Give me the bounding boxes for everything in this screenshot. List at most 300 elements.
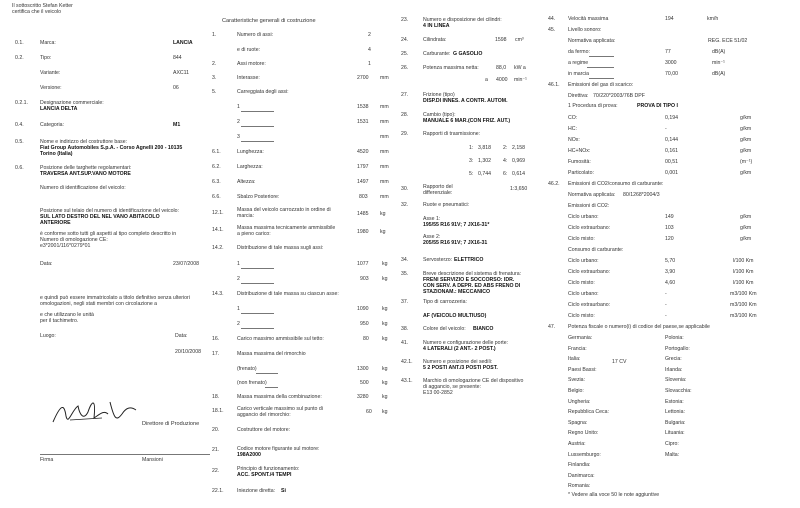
conformity-text: è conforme sotto tutti gli aspetti al tipo completo descritto in xyxy=(40,231,177,237)
field-value: 60 xyxy=(366,409,372,415)
field-label: Tipo di carrozzeria: xyxy=(423,299,467,305)
country-label: Lussemburgo: xyxy=(568,451,601,458)
country-label: Svezia: xyxy=(568,377,586,384)
field-label: Costruttore del motore: xyxy=(237,427,291,433)
field-label: Velocità massima xyxy=(568,16,609,22)
differential-value: 1:3,650 xyxy=(510,186,528,192)
field-label: Servosterzo: xyxy=(423,257,453,263)
field-num: 38. xyxy=(401,326,409,332)
country-label: Lettonia: xyxy=(665,409,685,416)
field-label: Categoria: xyxy=(40,122,64,128)
field-label: di aggancio, se presente: xyxy=(423,384,481,390)
field-value: 1531 xyxy=(357,119,369,125)
country-label: Grecia: xyxy=(665,356,682,363)
consumption-label: Ciclo urbano: xyxy=(568,258,599,264)
co2-label: Ciclo urbano: xyxy=(568,214,599,220)
field-label: Massa massima tecnicamente ammissibile xyxy=(237,225,336,231)
header-line-1: Il sottoscritto Stefan Ketter xyxy=(12,3,73,9)
date-value-2: 20/10/2008 xyxy=(175,349,201,355)
field-label: Tipo: xyxy=(40,55,52,61)
field-label: Altezza: xyxy=(237,179,256,185)
cert-text: e che utilizzano le unità xyxy=(40,312,94,318)
fuel-value: G GASOLIO xyxy=(453,51,483,57)
field-value: 1797 xyxy=(357,164,369,170)
gear-ratio: 0,969 xyxy=(512,158,525,164)
field-value: 4520 xyxy=(357,149,369,155)
field-value: 77 xyxy=(665,49,671,55)
field-num: 0.6. xyxy=(15,165,24,171)
field-label: Emissioni di CO2: xyxy=(568,203,610,209)
country-label: Repubblica Ceca: xyxy=(568,409,609,416)
emission-unit: g/km xyxy=(740,115,752,121)
field-label: Variante: xyxy=(40,70,61,76)
field-unit: kg xyxy=(382,380,388,386)
field-label: Massa massima della combinazione: xyxy=(237,394,322,400)
cert-text: per il tachimetro. xyxy=(40,318,79,324)
emission-value: 0,194 xyxy=(665,115,678,121)
gear-ratio: 0,614 xyxy=(512,171,525,177)
field-num: 18.1. xyxy=(212,408,224,414)
field-unit: cm³ xyxy=(515,37,524,43)
emission-unit: (m⁻¹) xyxy=(740,159,753,165)
gearbox-value: MANUALE 6 MAR.(CON FRIZ. AUT.) xyxy=(423,118,511,124)
gear-ratio: 1,302 xyxy=(478,158,491,164)
field-label: Carreggiata degli assi: xyxy=(237,89,289,95)
dotted-line xyxy=(241,141,274,142)
field-unit: mm xyxy=(380,134,389,140)
field-label: Luogo: xyxy=(40,333,56,339)
gear-ratio: 2,158 xyxy=(512,145,525,151)
footnote: * Vedere alla voce 50 le note aggiuntive xyxy=(568,492,660,498)
body-type-value: AF (VEICOLO MULTIUSO) xyxy=(423,313,487,319)
country-label: Francia: xyxy=(568,345,587,352)
field-num: 35. xyxy=(401,271,409,277)
field-label: Marchio di omologazione CE del dispositivo xyxy=(423,378,524,384)
field-value: 1980 xyxy=(357,229,369,235)
gear-ratio: 3,818 xyxy=(478,145,491,151)
field-value: 70,00 xyxy=(665,71,678,77)
emission-label: CO: xyxy=(568,115,578,121)
consumption-value: - xyxy=(665,302,667,308)
brakes-value: FRENI SERVIZIO E SOCCORSO: IDR. xyxy=(423,277,515,283)
field-value: 1090 xyxy=(357,306,369,312)
field-num: 12.1. xyxy=(212,210,224,216)
field-num: 21. xyxy=(212,447,220,453)
field-value: 3000 xyxy=(665,60,677,66)
field-label: Data: xyxy=(40,261,53,267)
field-value: 1538 xyxy=(357,104,369,110)
field-num: 14.3. xyxy=(212,291,224,297)
axle-label: 3 xyxy=(237,134,240,140)
field-label: differenziale: xyxy=(423,190,453,196)
country-label: Irlanda: xyxy=(665,366,683,373)
country-label: Ungheria: xyxy=(568,398,591,405)
dotted-line xyxy=(241,126,274,127)
direttore-label: Direttore di Produzione xyxy=(142,421,200,427)
field-label: Principio di funzionamento: xyxy=(237,466,300,472)
field-value: 1485 xyxy=(357,211,369,217)
field-num: 14.2. xyxy=(212,245,224,251)
field-num: 27. xyxy=(401,92,409,98)
field-num: 18. xyxy=(212,394,220,400)
cylinders-value: 4 IN LINEA xyxy=(423,23,450,29)
emission-value: 0,161 xyxy=(665,148,678,154)
field-value: 1598 xyxy=(495,37,507,43)
variante-value: AXC11 xyxy=(173,70,190,76)
tipo-value: 844 xyxy=(173,55,182,61)
field-unit: kg xyxy=(382,336,388,342)
field-unit: kg xyxy=(382,321,388,327)
field-num: 2. xyxy=(212,61,217,67)
at-symbol: a xyxy=(485,77,488,83)
emission-unit: g/km xyxy=(740,137,752,143)
consumption-unit: l/100 Km xyxy=(733,269,754,275)
field-num: 22. xyxy=(212,468,220,474)
costruttore-value: Fiat Group Automobiles S.p.A. - Corso Agnelli 200 - 10135 xyxy=(40,145,183,151)
consumption-unit: l/100 Km xyxy=(733,280,754,286)
country-label: Paesi Bassi: xyxy=(568,366,597,373)
country-label: Romania: xyxy=(568,483,591,490)
field-label: Distribuzione di tale massa sugli assi: xyxy=(237,245,324,251)
field-label: Nome e indirizzo del costruttore base: xyxy=(40,139,128,145)
axle-label: 2 xyxy=(237,321,240,327)
field-unit: min⁻¹ xyxy=(712,60,725,66)
field-label: Iniezione diretta: xyxy=(237,488,276,494)
emission-label: Particolato: xyxy=(568,170,594,176)
field-label: a pieno carico: xyxy=(237,231,271,237)
axle-label: 1 xyxy=(237,306,240,312)
country-label: Portogallo: xyxy=(665,345,690,352)
dotted-line xyxy=(241,268,274,269)
consumption-value: - xyxy=(665,291,667,297)
field-num: 26. xyxy=(401,65,409,71)
engine-principle-value: ACC. SPONT./4 TEMPI xyxy=(237,472,292,478)
field-value: 500 xyxy=(360,380,369,386)
field-label: Livello sonoro: xyxy=(568,27,602,33)
dotted-line xyxy=(241,328,274,329)
gear-label: 5: xyxy=(469,171,474,177)
field-label: Numero di identificazione del veicolo: xyxy=(40,185,126,191)
country-label: Slovenia: xyxy=(665,377,687,384)
emission-label: HC: xyxy=(568,126,577,132)
field-unit: kg xyxy=(382,276,388,282)
field-num: 0.2. xyxy=(15,55,24,61)
cert-text: omologazioni, negli stati membri con circolazione a xyxy=(40,301,158,307)
field-num: 42.1. xyxy=(401,359,413,365)
field-num: 16. xyxy=(212,336,220,342)
field-label: Cambio (tipo): xyxy=(423,112,456,118)
axle-label: 1 xyxy=(237,261,240,267)
field-label: Consumo di carburante: xyxy=(568,247,624,253)
field-label: da fermo: xyxy=(568,49,590,55)
field-label: Data: xyxy=(175,333,188,339)
country-label: Estonia: xyxy=(665,398,684,405)
mansioni-label: Mansioni xyxy=(142,457,163,463)
field-unit: kg xyxy=(380,211,386,217)
emission-label: NOx: xyxy=(568,137,580,143)
country-label: Danimarca: xyxy=(568,472,595,479)
gear-label: 4: xyxy=(503,158,508,164)
field-value: REG. ECE 51/02 xyxy=(708,38,748,44)
consumption-unit: m3/100 Km xyxy=(730,291,757,297)
field-unit: kg xyxy=(382,409,388,415)
emission-unit: g/km xyxy=(740,148,752,154)
field-num: 37. xyxy=(401,299,409,305)
co2-unit: g/km xyxy=(740,236,752,242)
axle-label: 2 xyxy=(237,276,240,282)
field-unit: kg xyxy=(382,306,388,312)
field-value: 4000 xyxy=(496,77,508,83)
consumption-label: Ciclo extraurbano: xyxy=(568,302,611,308)
axle-label: 2 xyxy=(237,119,240,125)
emission-value: 0,001 xyxy=(665,170,678,176)
co2-value: 120 xyxy=(665,236,674,242)
field-num: 28. xyxy=(401,112,409,118)
field-num: 3. xyxy=(212,75,217,81)
country-label: Finlandia: xyxy=(568,462,591,469)
field-value: 3280 xyxy=(357,394,369,400)
country-label: Lituania: xyxy=(665,430,685,437)
field-label: Massa massima del rimorchio xyxy=(237,351,306,357)
field-num: 1. xyxy=(212,32,217,38)
field-unit: mm xyxy=(380,194,389,200)
field-num: 41. xyxy=(401,340,409,346)
field-num: 45. xyxy=(548,27,556,33)
field-label: Normativa applicata: xyxy=(568,192,616,198)
dotted-line xyxy=(256,373,278,374)
field-label: Versione: xyxy=(40,85,62,91)
designazione-value: LANCIA DELTA xyxy=(40,106,78,112)
dotted-line xyxy=(587,67,614,68)
field-label: aggancio del rimorchio: xyxy=(237,412,291,418)
field-label: Massa del veicolo carrozzato in ordine di xyxy=(237,207,331,213)
emission-label: HC+NOx: xyxy=(568,148,591,154)
field-unit: kg xyxy=(380,229,386,235)
field-num: 25. xyxy=(401,51,409,57)
field-label: Carburante: xyxy=(423,51,451,57)
country-label: Regno Unito: xyxy=(568,430,599,437)
field-label: (frenato) xyxy=(237,366,257,372)
field-value: 903 xyxy=(360,276,369,282)
field-unit: km/h xyxy=(707,16,719,22)
field-label: Breve descrizione del sistema di frenatura: xyxy=(423,271,522,277)
dotted-line xyxy=(241,313,274,314)
clutch-value: DISP.DI INNES. A CONTR. AUTOM. xyxy=(423,98,508,104)
field-unit: kg xyxy=(382,261,388,267)
co2-unit: g/km xyxy=(740,225,752,231)
gear-label: 3: xyxy=(469,158,474,164)
emission-value: 0,144 xyxy=(665,137,678,143)
date-value: 23/07/2008 xyxy=(173,261,199,267)
field-value: 950 xyxy=(360,321,369,327)
field-label: Emissioni di CO2/consumo di carburante: xyxy=(568,181,664,187)
field-label: a regime xyxy=(568,60,589,66)
brakes-value-2: CON SERV. A DEPR. ED ABS FRENO DI xyxy=(423,283,521,289)
field-label: Cilindrata: xyxy=(423,37,447,43)
field-label: Sbalzo Posteriore: xyxy=(237,194,280,200)
emission-unit: g/km xyxy=(740,126,752,132)
consumption-value: 5,70 xyxy=(665,258,676,264)
field-label: Asse 1: xyxy=(423,216,441,222)
field-num: 23. xyxy=(401,17,409,23)
dotted-line xyxy=(589,78,614,79)
field-unit: mm xyxy=(380,164,389,170)
directive-value: 70/220*2003/76B DPF xyxy=(593,93,645,99)
field-value: 803 xyxy=(359,194,368,200)
co2-value: 103 xyxy=(665,225,674,231)
engine-code-value: 198A2000 xyxy=(237,452,261,458)
co2-unit: g/km xyxy=(740,214,752,220)
consumption-label: Ciclo misto: xyxy=(568,280,595,286)
signature-line xyxy=(40,454,210,455)
categoria-value: M1 xyxy=(173,122,181,128)
field-value: 88,0 xyxy=(496,65,507,71)
country-label: Bulgaria: xyxy=(665,419,686,426)
field-label: Carico massimo ammissibile sul tetto: xyxy=(237,336,324,342)
country-label: Malta: xyxy=(665,451,680,458)
doors-value: 4 LATERALI (2 ANT.- 2 POST.) xyxy=(423,346,496,352)
field-unit: kg xyxy=(382,394,388,400)
field-num: 22.1. xyxy=(212,488,224,494)
field-label: Numero di omologazione CE: xyxy=(40,237,108,243)
omologazione-value: e3*2001/116*0279*01 xyxy=(40,243,91,249)
country-label: Italia: xyxy=(568,356,581,363)
consumption-label: Ciclo extraurbano: xyxy=(568,269,611,275)
consumption-label: Ciclo urbano: xyxy=(568,291,599,297)
field-label: Potenza massima netta: xyxy=(423,65,479,71)
section-title: Caratteristiche generali di costruzione xyxy=(222,18,316,24)
field-label: Asse 2: xyxy=(423,234,441,240)
dotted-line xyxy=(589,56,614,57)
field-value: 194 xyxy=(665,16,674,22)
field-label: Marca: xyxy=(40,40,56,46)
field-value: 1497 xyxy=(357,179,369,185)
direct-injection-value: Si xyxy=(281,488,286,494)
costruttore-value-2: Torino (Italia) xyxy=(40,151,73,157)
field-label: Assi motore: xyxy=(237,61,266,67)
field-num: 46.2. xyxy=(548,181,560,187)
field-num: 46.1. xyxy=(548,82,560,88)
steering-value: ELETTRICO xyxy=(454,257,484,263)
field-value: 1077 xyxy=(357,261,369,267)
field-label: Larghezza: xyxy=(237,164,263,170)
coupling-mark-value: E13 00-2852 xyxy=(423,390,453,396)
country-label: Spagna: xyxy=(568,419,588,426)
field-label: Rapporto del xyxy=(423,184,453,190)
test-procedure-value: PROVA DI TIPO I xyxy=(637,103,678,109)
field-num: 32. xyxy=(401,202,409,208)
field-label: Interasse: xyxy=(237,75,260,81)
field-value: 1 xyxy=(368,61,371,67)
field-label: Designazione commerciale: xyxy=(40,100,104,106)
field-unit: min⁻¹ xyxy=(514,77,527,83)
co2-label: Ciclo extraurbano: xyxy=(568,225,611,231)
field-label: Numero di assi: xyxy=(237,32,274,38)
field-label: e di ruote: xyxy=(237,47,261,53)
field-unit: dB(A) xyxy=(712,71,726,77)
field-label: marcia: xyxy=(237,213,255,219)
field-label: Rapporti di trasmissione: xyxy=(423,131,481,137)
field-label: Potenza fiscale o numero(i) di codice del paese,se applicabile xyxy=(568,324,710,330)
field-num: 6.3. xyxy=(212,179,221,185)
field-label: Frizione (tipo) xyxy=(423,92,455,98)
country-label: Slovacchia: xyxy=(665,388,692,394)
country-label: Polonia: xyxy=(665,335,684,341)
consumption-value: 3,90 xyxy=(665,269,676,275)
emission-value: - xyxy=(665,126,667,132)
emission-label: Fumosità: xyxy=(568,159,591,165)
seats-value: 5 2 POSTI ANT./3 POSTI POST. xyxy=(423,365,498,371)
tyres-axle-1: 195/55 R16 91V; 7 JX16-31* xyxy=(423,222,490,228)
consumption-unit: l/100 Km xyxy=(733,258,754,264)
field-unit: mm xyxy=(380,119,389,125)
field-label: Direttiva: xyxy=(568,93,589,99)
field-label: Colore del veicolo: xyxy=(423,326,466,332)
targhette-value: TRAVERSA ANT.SUP.VANO MOTORE xyxy=(40,171,131,177)
marca-value: LANCIA xyxy=(173,40,193,46)
field-label: Numero e disposizione dei cilindri: xyxy=(423,17,502,23)
field-value: 1300 xyxy=(357,366,369,372)
consumption-unit: m3/100 Km xyxy=(730,313,757,319)
consumption-value: 4,60 xyxy=(665,280,676,286)
field-unit: dB(A) xyxy=(712,49,726,55)
field-unit: kW a xyxy=(514,65,526,71)
field-num: 6.6. xyxy=(212,194,221,200)
field-num: 17. xyxy=(212,351,220,357)
field-label: Codice motore figurante sul motore: xyxy=(237,446,320,452)
country-label: Germania: xyxy=(568,335,593,341)
versione-value: 06 xyxy=(173,85,179,91)
field-label: Lunghezza: xyxy=(237,149,264,155)
cert-text: e quindi può essere immatricolato a titolo definitivo senza ulteriori xyxy=(40,295,190,301)
field-label: Posizione delle targhette regolamentari: xyxy=(40,165,132,171)
field-label: Numero e configurazione delle porte: xyxy=(423,340,509,346)
tyres-axle-2: 205/55 R16 91V; 7 JX16-31 xyxy=(423,240,488,246)
field-label: Carico verticale massimo sul punto di xyxy=(237,406,323,412)
field-num: 5. xyxy=(212,89,217,95)
field-value: 4 xyxy=(368,47,371,53)
field-num: 30. xyxy=(401,186,409,192)
country-label: Cipro: xyxy=(665,441,679,447)
field-value: 80 xyxy=(363,336,369,342)
gear-label: 6: xyxy=(503,171,508,177)
field-num: 43.1. xyxy=(401,378,413,384)
consumption-unit: m3/100 Km xyxy=(730,302,757,308)
firma-label: Firma xyxy=(40,457,54,463)
field-label: Posizione sul telaio del numero di identificazione del veicolo: xyxy=(40,208,179,214)
country-label: Belgio: xyxy=(568,388,584,394)
field-num: 29. xyxy=(401,131,409,137)
dotted-line xyxy=(241,283,274,284)
field-label: Ruote e pneumatici: xyxy=(423,202,470,208)
gear-label: 1: xyxy=(469,145,474,151)
field-num: 20. xyxy=(212,427,220,433)
posizione-vin-value-2: ANTERIORE xyxy=(40,220,71,226)
field-unit: mm xyxy=(380,104,389,110)
field-unit: mm xyxy=(380,179,389,185)
field-unit: kg xyxy=(382,366,388,372)
field-label: Numero e posizione dei sedili: xyxy=(423,359,493,365)
gear-ratio: 0,744 xyxy=(478,171,491,177)
header-line-2: certifica che il veicolo xyxy=(12,9,62,15)
dotted-line xyxy=(241,111,274,112)
co2-label: Ciclo misto: xyxy=(568,236,595,242)
consumption-value: - xyxy=(665,313,667,319)
dotted-line xyxy=(265,387,278,388)
colour-value: BIANCO xyxy=(473,326,494,332)
field-num: 47. xyxy=(548,324,556,330)
field-num: 24. xyxy=(401,37,409,43)
